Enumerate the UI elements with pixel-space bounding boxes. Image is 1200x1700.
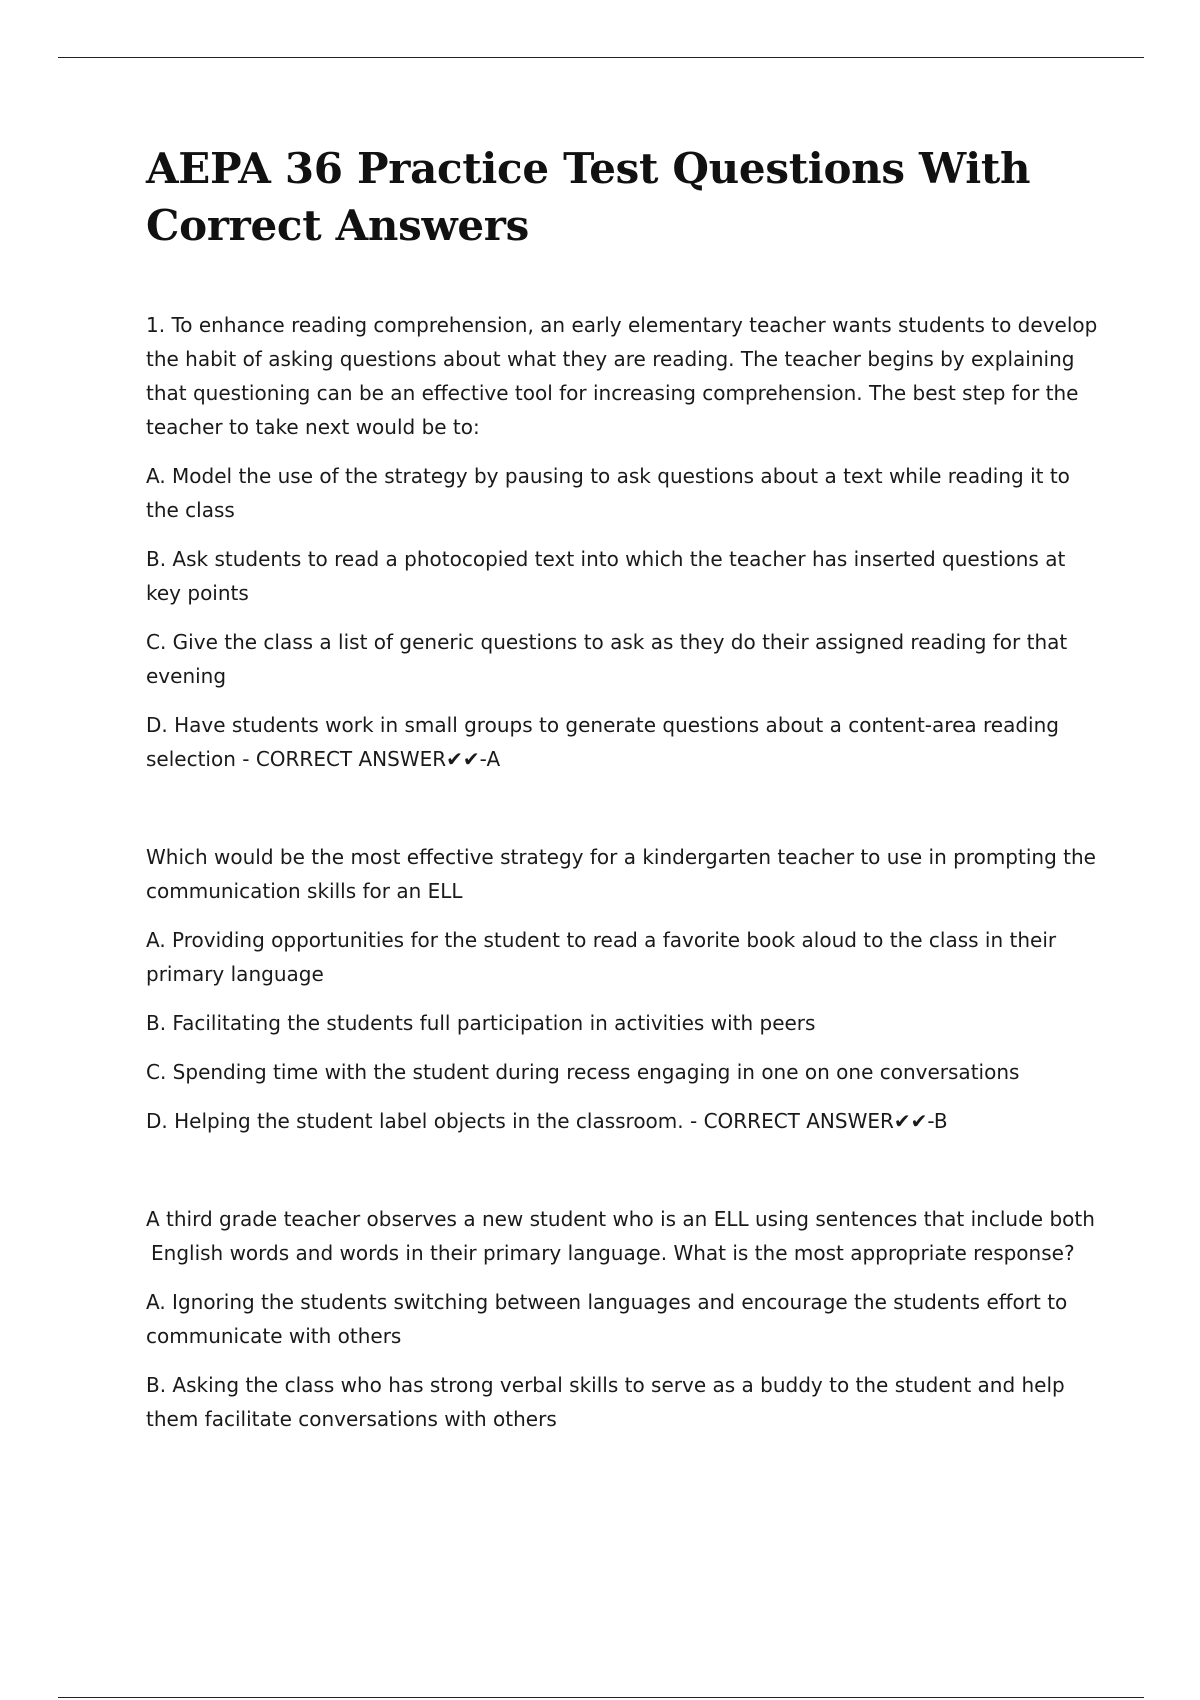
answer-option-b: B. Facilitating the students full participation in activities with peers — [146, 1011, 816, 1035]
question-2 — [146, 840, 1106, 1138]
answer-option-d: D. Helping the student label objects in the classroom. - CORRECT ANSWER✔✔-B — [146, 1109, 948, 1133]
question-stem: Which would be the most effective strategy for a kindergarten teacher to use in prompting the communication skills for an ELL — [146, 845, 1096, 903]
question-stem: 1. To enhance reading comprehension, an early elementary teacher wants students to develop the habit of asking questions about what they are reading. The teacher begins by explaining that questioning can be an effective tool for increasing comprehension. The best step for the teacher to take next would be to: — [146, 313, 1098, 439]
question-3 — [146, 1202, 1106, 1436]
answer-option-b: B. Asking the class who has strong verbal skills to serve as a buddy to the student and help them facilitate conversations with others — [146, 1373, 1065, 1431]
answer-option-c: C. Give the class a list of generic questions to ask as they do their assigned reading for that evening — [146, 630, 1068, 688]
answer-option-a: A. Providing opportunities for the student to read a favorite book aloud to the class in their primary language — [146, 928, 1057, 986]
answer-option-b: B. Ask students to read a photocopied text into which the teacher has inserted questions at key points — [146, 547, 1066, 605]
question-stem-line-1: A third grade teacher observes a new student who is an ELL using sentences that include both — [146, 1207, 1095, 1231]
footer-rule — [58, 1697, 1144, 1698]
answer-option-a: A. Model the use of the strategy by pausing to ask questions about a text while reading it to the class — [146, 464, 1070, 522]
answer-option-d: D. Have students work in small groups to generate questions about a content-area reading selection - CORRECT ANSWER✔✔-A — [146, 713, 1059, 771]
answer-option-c: C. Spending time with the student during recess engaging in one on one conversations — [146, 1060, 1020, 1084]
document-body — [146, 140, 1106, 1451]
question-1 — [146, 308, 1106, 776]
document-title: AEPA 36 Practice Test Questions With Correct Answers — [146, 144, 1031, 250]
answer-option-a: A. Ignoring the students switching between languages and encourage the students effort to communicate with others — [146, 1290, 1068, 1348]
question-stem — [146, 1202, 1106, 1270]
header-rule — [58, 57, 1144, 58]
question-stem-line-2: English words and words in their primary language. What is the most appropriate response? — [151, 1241, 1075, 1265]
